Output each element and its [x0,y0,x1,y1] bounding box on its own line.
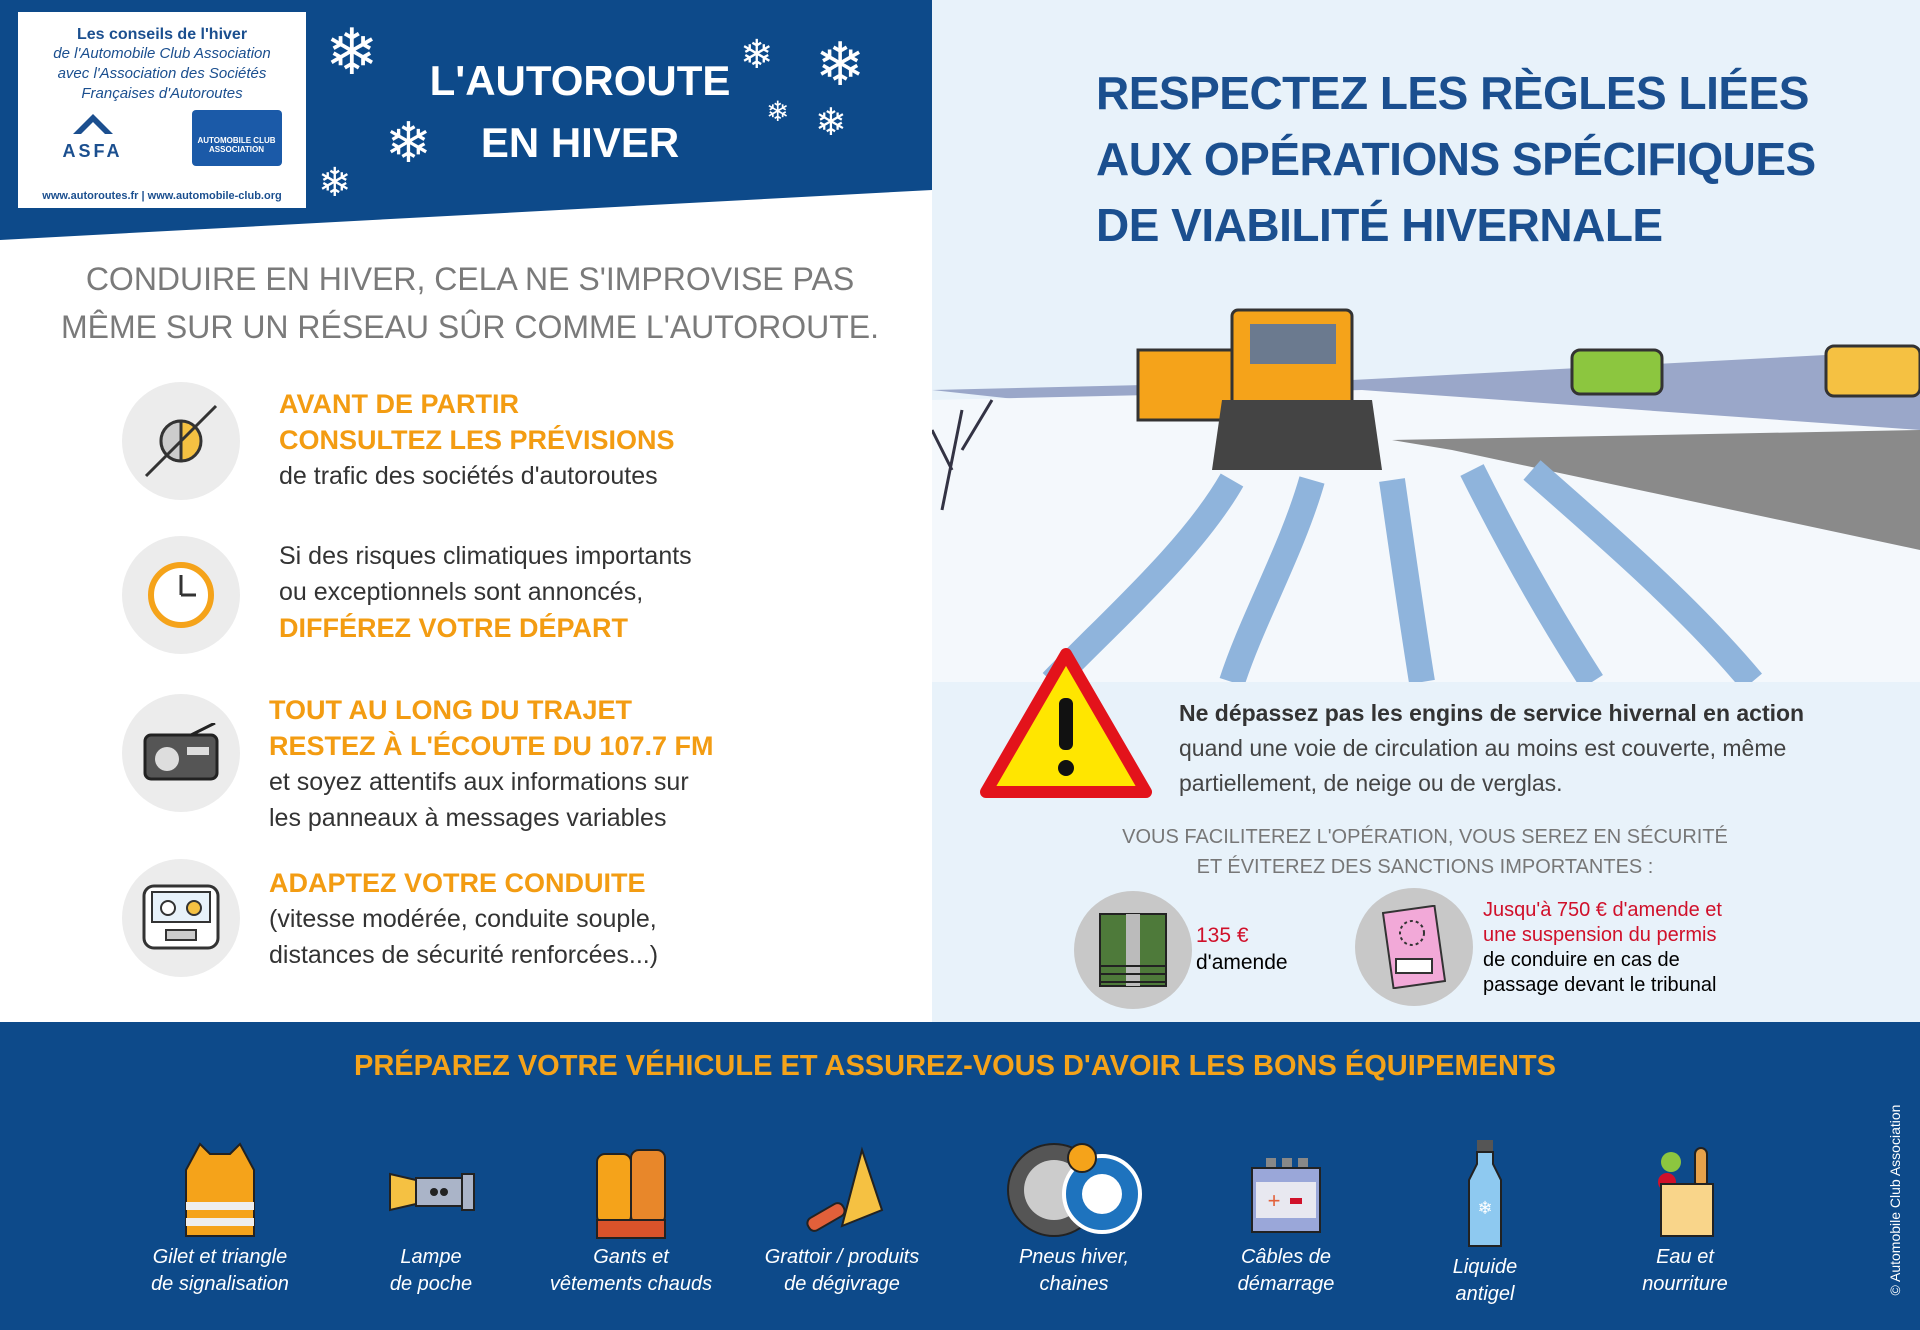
svg-text:❄: ❄ [1477,1198,1493,1218]
facilitate-text: VOUS FACILITEREZ L'OPÉRATION, VOUS SEREZ EN SÉCURITÉ ET ÉVITEREZ DES SANCTIONS IMPORTANTES : [1122,826,1728,878]
equipment-flashlight: Lampe de poche [321,1140,541,1298]
url-automobile-club[interactable]: www.automobile-club.org [147,190,282,202]
equipment-food: Eau et nourriture [1575,1140,1795,1298]
snowflake-icon: ❄ [385,111,432,174]
warning-sign-icon [980,648,1152,798]
snowflake-icon: ❄ [766,96,790,127]
snowflake-icon: ❄ [740,33,774,77]
url-autoroutes[interactable]: www.autoroutes.fr [42,190,139,202]
car-driver-icon [122,859,240,977]
equipment-scraper: Grattoir / produits de dégivrage [732,1140,952,1298]
warning-text: Ne dépassez pas les engins de service hivernal en action quand une voie de circulation au moins est couverte, même partiellement, de neige ou de verglas. [1179,700,1805,796]
vest-icon [170,1140,270,1240]
radio-icon [122,694,240,812]
bottle-icon [1435,1140,1535,1250]
equipment-vest: Gilet et triangle de signalisation [110,1140,330,1298]
tire-chain-icon [1004,1140,1144,1240]
snowflake-icon: ❄ [325,16,379,88]
logo-box: Les conseils de l'hiver de l'Automobile Club Association avec l'Association des Sociétés Françaises d'Autoroutes ASFA AUTOMOBILE CLUB ASSOCIATION www.autoroutes.fr | www.automobile-club.org [18,12,306,208]
equipment-tires: Pneus hiver, chaines [964,1140,1184,1298]
scraper-icon [792,1140,892,1240]
tip-radio: TOUT AU LONG DU TRAJET RESTEZ À L'ÉCOUTE DU 107.7 FM et soyez attentifs aux informations sur les panneaux à messages variables [269,695,714,832]
tip-forecast: AVANT DE PARTIR CONSULTEZ LES PRÉVISIONS de trafic des sociétés d'autoroutes [279,389,675,490]
logo-line: avec l'Association des Sociétés [57,65,267,82]
aca-logo: AUTOMOBILE CLUB ASSOCIATION [192,110,282,166]
license-icon [1355,888,1473,1006]
logo-line: Françaises d'Autoroutes [81,85,243,102]
banknote-icon [1074,891,1192,1009]
main-title: L'AUTOROUTE EN HIVER [429,57,731,166]
tip-delay: Si des risques climatiques importants ou exceptionnels sont annoncés, DIFFÉREZ VOTRE DÉPART [279,542,692,643]
logo-title: Les conseils de l'hiver [76,26,248,43]
food-bag-icon [1635,1140,1735,1240]
tip-adapt-driving: ADAPTEZ VOTRE CONDUITE (vitesse modérée, conduite souple, distances de sécurité renforcées...) [269,868,659,969]
equipment-jumper-cables: + Câbles de démarrage [1176,1140,1396,1298]
fine-135: 135 € d'amende [1196,924,1288,974]
gloves-icon [581,1140,681,1240]
flashlight-icon [376,1140,486,1240]
clock-icon [122,536,240,654]
snowflake-icon: ❄ [815,102,847,144]
svg-text:+: + [1267,1188,1281,1213]
snowflake-icon: ❄ [318,161,352,205]
copyright: © Automobile Club Association [1887,1104,1903,1296]
left-subtitle: CONDUIRE EN HIVER, CELA NE S'IMPROVISE PAS MÊME SUR UN RÉSEAU SÛR COMME L'AUTOROUTE. [60,261,880,345]
fine-750: Jusqu'à 750 € d'amende et une suspension du permis de conduire en cas de passage devant le tribunal [1483,899,1722,996]
snowplow-illustration [932,290,1920,682]
weather-icon [122,382,240,500]
right-title: RESPECTEZ LES RÈGLES LIÉES AUX OPÉRATIONS SPÉCIFIQUES DE VIABILITÉ HIVERNALE [1096,67,1816,251]
snowflake-icon: ❄ [815,31,866,98]
asfa-logo: ASFA [43,114,143,162]
equipment-title: PRÉPAREZ VOTRE VÉHICULE ET ASSUREZ-VOUS D'AVOIR LES BONS ÉQUIPEMENTS [354,1050,1556,1082]
equipment-antifreeze: ❄ Liquide antigel [1375,1140,1595,1308]
logo-line: de l'Automobile Club Association [53,45,271,62]
equipment-gloves: Gants et vêtements chauds [521,1140,741,1298]
battery-icon [1236,1140,1336,1240]
